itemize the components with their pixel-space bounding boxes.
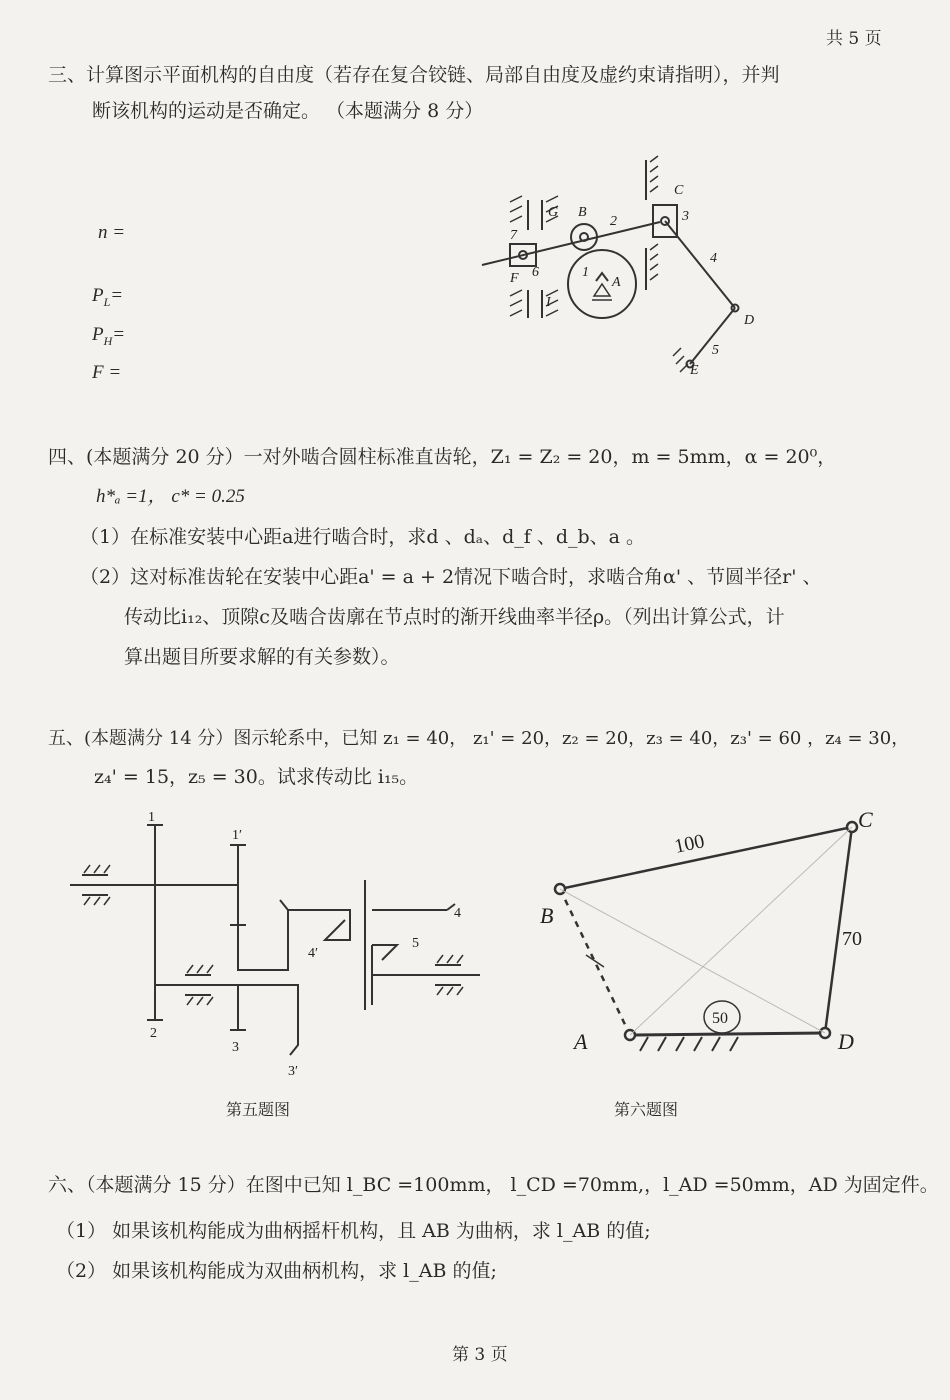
label-gear-1p: 1′ bbox=[232, 828, 243, 843]
q5-line2: z₄' = 15，z₅ = 30。试求传动比 i₁₅。 bbox=[94, 766, 419, 788]
handwritten-bc: 100 bbox=[672, 830, 707, 858]
label-F: F bbox=[510, 271, 519, 286]
q6-fourbar-figure bbox=[540, 805, 900, 1065]
label-D: D bbox=[838, 1029, 854, 1054]
handwritten-cd: 70 bbox=[842, 928, 862, 950]
q6-line1: 六、（本题满分 15 分）在图中已知 l_BC =100mm， l_CD =70mm,，l_AD =50mm，AD 为固定件。 bbox=[48, 1174, 939, 1196]
label-G: G bbox=[548, 205, 559, 220]
q3-line2: 断该机构的运动是否确定。 （本题满分 8 分） bbox=[92, 100, 484, 122]
label-B: B bbox=[578, 205, 587, 220]
q4-sub2b: 传动比i₁₂、顶隙c及啮合齿廓在节点时的渐开线曲率半径ρ。（列出计算公式，计 bbox=[124, 606, 785, 628]
q3-mechanism-figure bbox=[470, 150, 790, 390]
label-gear-2: 2 bbox=[150, 1026, 157, 1041]
label-1: 1 bbox=[582, 265, 589, 280]
q5-gear-train-figure bbox=[60, 805, 500, 1085]
q6-sub2: （2） 如果该机构能成为双曲柄机构，求 l_AB 的值; bbox=[56, 1260, 497, 1282]
label-gear-1: 1 bbox=[148, 810, 155, 825]
q3-n-label: n = bbox=[98, 222, 126, 243]
label-2: 2 bbox=[610, 214, 617, 229]
q3-ph-label: $P_H=$ bbox=[92, 324, 126, 348]
label-A: A bbox=[612, 275, 621, 290]
label-gear-4p: 4′ bbox=[308, 946, 319, 961]
q4-sub1: （1）在标准安装中心距a进行啮合时，求d 、dₐ、d_f 、d_b、a 。 bbox=[80, 526, 646, 548]
total-pages: 共 5 页 bbox=[826, 29, 882, 49]
label-D: D bbox=[744, 313, 755, 328]
label-I: I bbox=[546, 295, 551, 310]
q6-fig-caption: 第六题图 bbox=[614, 1100, 679, 1119]
q4-line1: 四、(本题满分 20 分）一对外啮合圆柱标准直齿轮，Z₁ = Z₂ = 20，m = 5mm，α = 20⁰， bbox=[48, 446, 837, 468]
label-5: 5 bbox=[712, 343, 719, 358]
q5-fig-caption: 第五题图 bbox=[226, 1100, 291, 1119]
q4-line2: h*ₐ =1， c* = 0.25 bbox=[96, 486, 245, 507]
q4-sub2c: 算出题目所要求解的有关参数）。 bbox=[124, 646, 400, 668]
label-6: 6 bbox=[532, 265, 539, 280]
handwritten-ad: 50 bbox=[712, 1010, 728, 1027]
q3-f-label: F = bbox=[92, 362, 122, 383]
q3-pl-label: $P_L=$ bbox=[92, 285, 124, 309]
label-7: 7 bbox=[510, 228, 517, 243]
label-B: B bbox=[540, 903, 554, 928]
page-number: 第 3 页 bbox=[452, 1345, 508, 1365]
label-E: E bbox=[690, 363, 699, 378]
label-gear-3p: 3′ bbox=[288, 1064, 299, 1079]
label-gear-4: 4 bbox=[454, 906, 461, 921]
q4-sub2a: （2）这对标准齿轮在安装中心距a' = a + 2情况下啮合时，求啮合角α' 、节圆半径r' 、 bbox=[80, 566, 822, 588]
label-3: 3 bbox=[682, 209, 689, 224]
label-gear-3: 3 bbox=[232, 1040, 239, 1055]
label-A: A bbox=[574, 1029, 588, 1054]
label-4: 4 bbox=[710, 251, 717, 266]
q6-sub1: （1） 如果该机构能成为曲柄摇杆机构，且 AB 为曲柄，求 l_AB 的值; bbox=[56, 1220, 651, 1242]
label-C: C bbox=[674, 183, 684, 198]
label-C: C bbox=[858, 807, 873, 832]
label-gear-5: 5 bbox=[412, 936, 419, 951]
q3-line1: 三、计算图示平面机构的自由度（若存在复合铰链、局部自由度及虚约束请指明），并判 bbox=[48, 64, 780, 86]
q5-line1: 五、(本题满分 14 分）图示轮系中，已知 z₁ = 40， z₁' = 20，z₂ = 20，z₃ = 40，z₃' = 60 ，z₄ = 30， bbox=[48, 728, 910, 749]
